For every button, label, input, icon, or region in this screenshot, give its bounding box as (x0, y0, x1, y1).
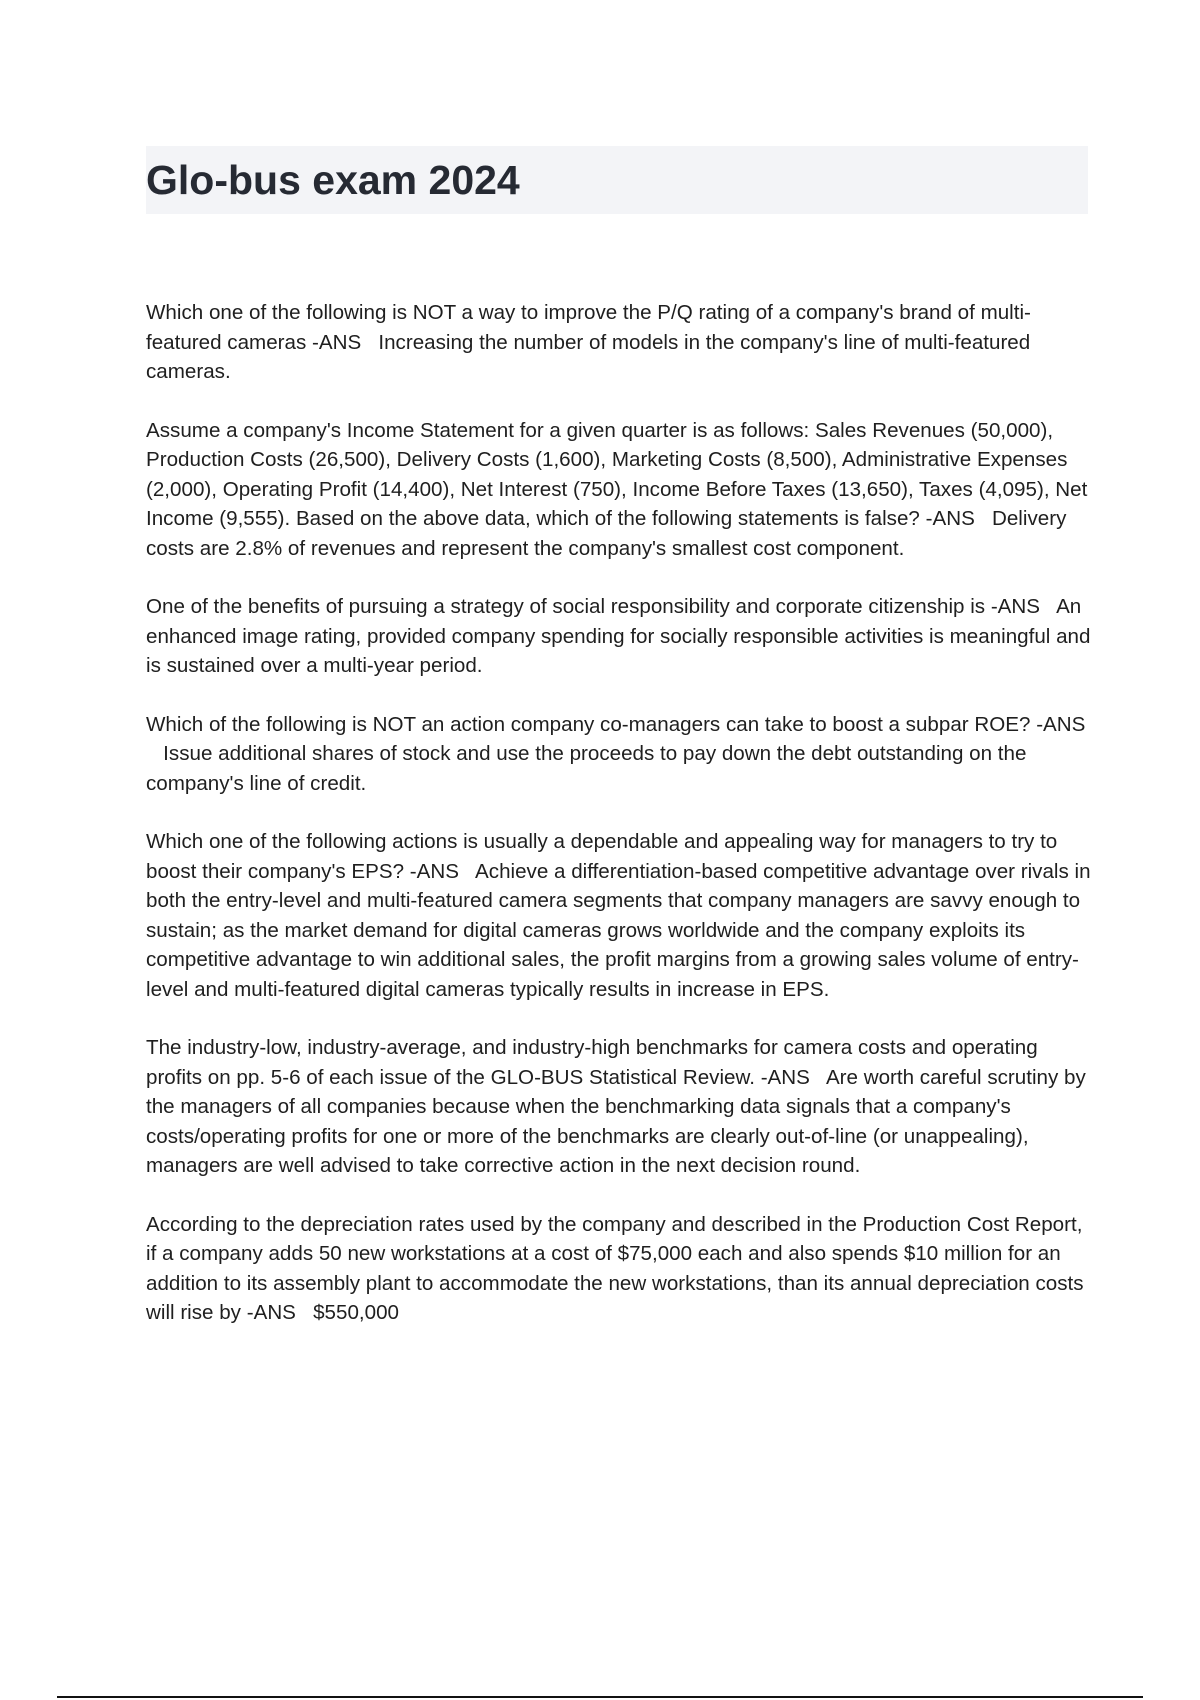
answer-marker: -ANS (990, 595, 1041, 618)
answer-marker: -ANS (312, 330, 362, 354)
answer-text: Delivery costs are 2.8% of revenues and represent the company's smallest cost component. (146, 507, 1067, 560)
answer-text: Are worth careful scrutiny by the managers of all companies because when the benchmarking data signals that a company's costs/operating profits for one or more of the benchmarks are clearly out-of-line (or unappealing), managers are well advised to take corrective action in the next decision round. (146, 1065, 1086, 1177)
answer-text: Increasing the number of models in the company's line of multi-featured cameras. (146, 330, 1031, 383)
question-text: According to the depreciation rates used by the company and described in the Production Cost Report, if a company adds 50 new workstations at a cost of $75,000 each and also spends $10 million for an addition to its assembly plant to accommodate the new workstations, than its annual depreciation costs will rise by (146, 1212, 1084, 1324)
title-banner (146, 146, 1088, 214)
qa-item (146, 1033, 1092, 1181)
qa-item (146, 416, 1092, 564)
answer-marker: -ANS (760, 1065, 810, 1089)
answer-text: $550,000 (313, 1301, 399, 1324)
answer-marker: -ANS (1036, 712, 1086, 736)
answer-text: An enhanced image rating, provided company spending for socially responsible activities is meaningful and is sustained over a multi-year period. (146, 595, 1091, 677)
document-title: Glo-bus exam 2024 (146, 157, 520, 203)
qa-item (146, 592, 1092, 681)
answer-text: Issue additional shares of stock and use the proceeds to pay down the debt outstanding on the company's line of credit. (146, 742, 1027, 795)
qa-list (146, 298, 1092, 1357)
qa-item (146, 298, 1092, 387)
question-text: Assume a company's Income Statement for a given quarter is as follows: Sales Revenues (50,000), Production Costs (26,500), Delivery Costs (1,600), Marketing Costs (8,500), Administrative Expenses (2,000), Operating Profit (14,400), Net Interest (750), Income Before Taxes (13,650), Taxes (4,095), Net Income (9,555). Based on the above data, which of the following statements is false? (146, 418, 1088, 530)
answer-marker: -ANS (246, 1301, 296, 1324)
qa-item (146, 1210, 1092, 1328)
footer-divider (57, 1696, 1143, 1698)
answer-marker: -ANS (409, 859, 459, 883)
question-text: Which one of the following is NOT a way to improve the P/Q rating of a company's brand of multi-featured cameras (146, 301, 1031, 354)
qa-item (146, 827, 1092, 1004)
question-text: Which one of the following actions is usually a dependable and appealing way for managers to try to boost their company's EPS? (146, 830, 1058, 883)
question-text: The industry-low, industry-average, and industry-high benchmarks for camera costs and operating profits on pp. 5-6 of each issue of the GLO-BUS Statistical Review. (146, 1036, 1038, 1089)
answer-marker: -ANS (925, 507, 975, 530)
answer-text: Achieve a differentiation-based competitive advantage over rivals in both the entry-level and multi-featured camera segments that company managers are savvy enough to sustain; as the market demand for digital cameras grows worldwide and the company exploits its competitive advantage to win additional sales, the profit margins from a growing sales volume of entry-level and multi-featured digital cameras typically results in increase in EPS. (146, 859, 1091, 1001)
qa-item (146, 710, 1092, 799)
question-text: One of the benefits of pursuing a strategy of social responsibility and corporate citizenship is (146, 595, 986, 618)
question-text: Which of the following is NOT an action company co-managers can take to boost a subpar ROE? (146, 712, 1031, 736)
